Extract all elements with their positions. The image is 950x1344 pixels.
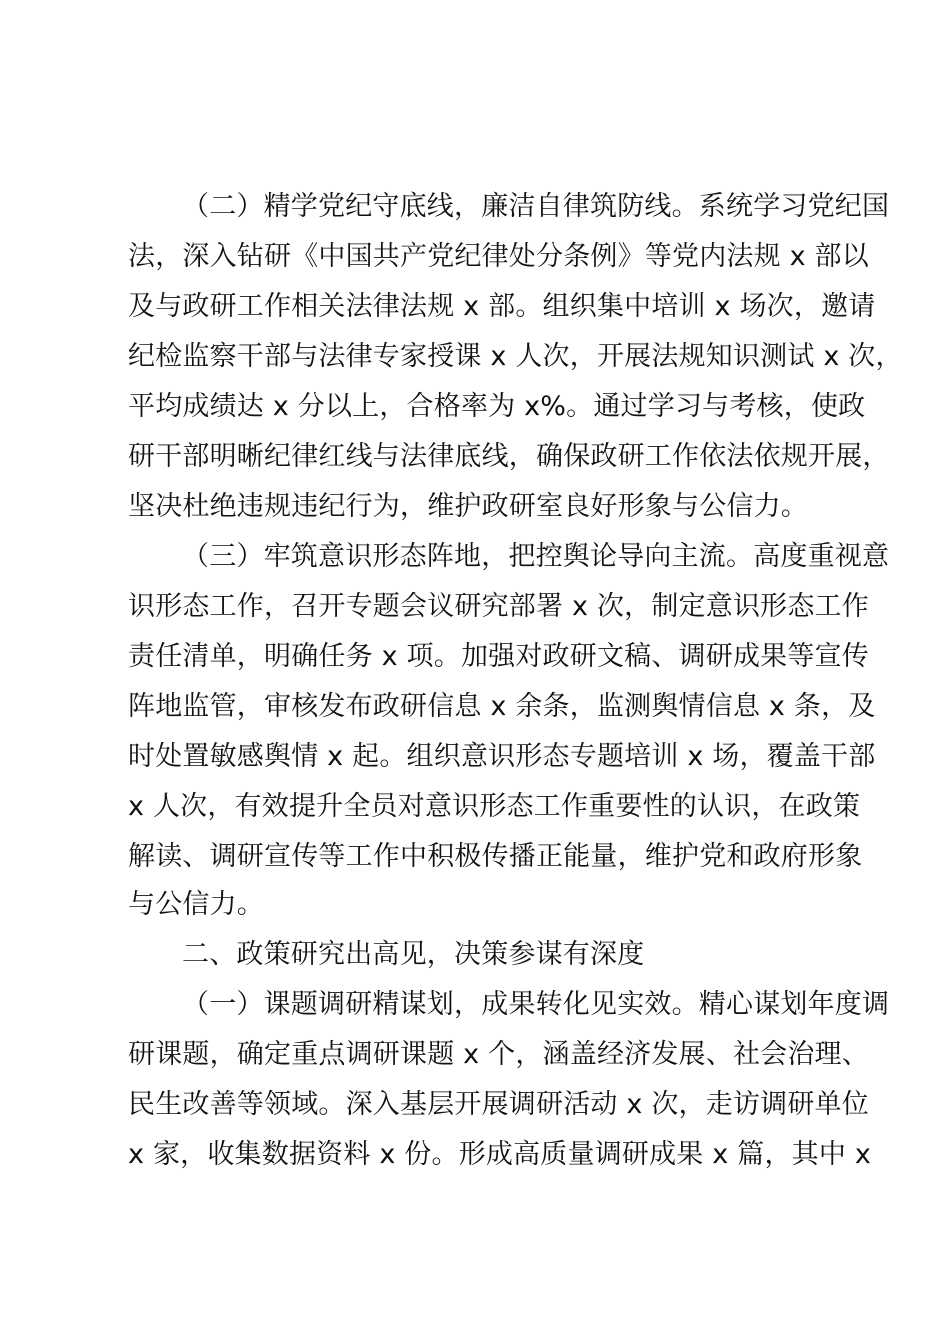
paragraph-3-line-6: x 人次，有效提升全员对意识形态工作重要性的认识，在政策 <box>128 791 861 822</box>
paragraph-3-line-5: 时处置敏感舆情 x 起。组织意识形态专题培训 x 场，覆盖干部 <box>128 741 876 772</box>
paragraph-2-line-5: 平均成绩达 x 分以上，合格率为 x%。通过学习与考核，使政 <box>128 391 866 422</box>
paragraph-3-line-4: 阵地监管，审核发布政研信息 x 余条，监测舆情信息 x 条，及 <box>128 691 876 722</box>
paragraph-4-line-4: x 家，收集数据资料 x 份。形成高质量调研成果 x 篇，其中 x <box>128 1139 872 1170</box>
paragraph-2-line-1: （二）精学党纪守底线，廉洁自律筑防线。系统学习党纪国 <box>182 191 890 222</box>
paragraph-3-line-2: 识形态工作，召开专题会议研究部署 x 次，制定意识形态工作 <box>128 591 869 622</box>
paragraph-2-line-3: 及与政研工作相关法律法规 x 部。组织集中培训 x 场次，邀请 <box>128 291 876 322</box>
paragraph-2-line-6: 研干部明晰纪律红线与法律底线，确保政研工作依法依规开展， <box>128 441 890 472</box>
paragraph-4-line-1: （一）课题调研精谋划，成果转化见实效。精心谋划年度调 <box>182 989 890 1020</box>
paragraph-4-line-2: 研课题，确定重点调研课题 x 个，涵盖经济发展、社会治理、 <box>128 1039 869 1070</box>
paragraph-4-line-3: 民生改善等领域。深入基层开展调研活动 x 次，走访调研单位 <box>128 1089 869 1120</box>
section-heading: 二、政策研究出高见，决策参谋有深度 <box>182 939 645 970</box>
paragraph-3-line-8: 与公信力。 <box>128 889 264 920</box>
paragraph-3-line-3: 责任清单，明确任务 x 项。加强对政研文稿、调研成果等宣传 <box>128 641 869 672</box>
paragraph-2-line-2: 法，深入钻研《中国共产党纪律处分条例》等党内法规 x 部以 <box>128 241 869 272</box>
paragraph-2-line-7: 坚决杜绝违规违纪行为，维护政研室良好形象与公信力。 <box>128 491 808 522</box>
paragraph-3-line-7: 解读、调研宣传等工作中积极传播正能量，维护党和政府形象 <box>128 841 863 872</box>
paragraph-3-line-1: （三）牢筑意识形态阵地，把控舆论导向主流。高度重视意 <box>182 541 890 572</box>
paragraph-2-line-4: 纪检监察干部与法律专家授课 x 人次，开展法规知识测试 x 次， <box>128 341 903 372</box>
